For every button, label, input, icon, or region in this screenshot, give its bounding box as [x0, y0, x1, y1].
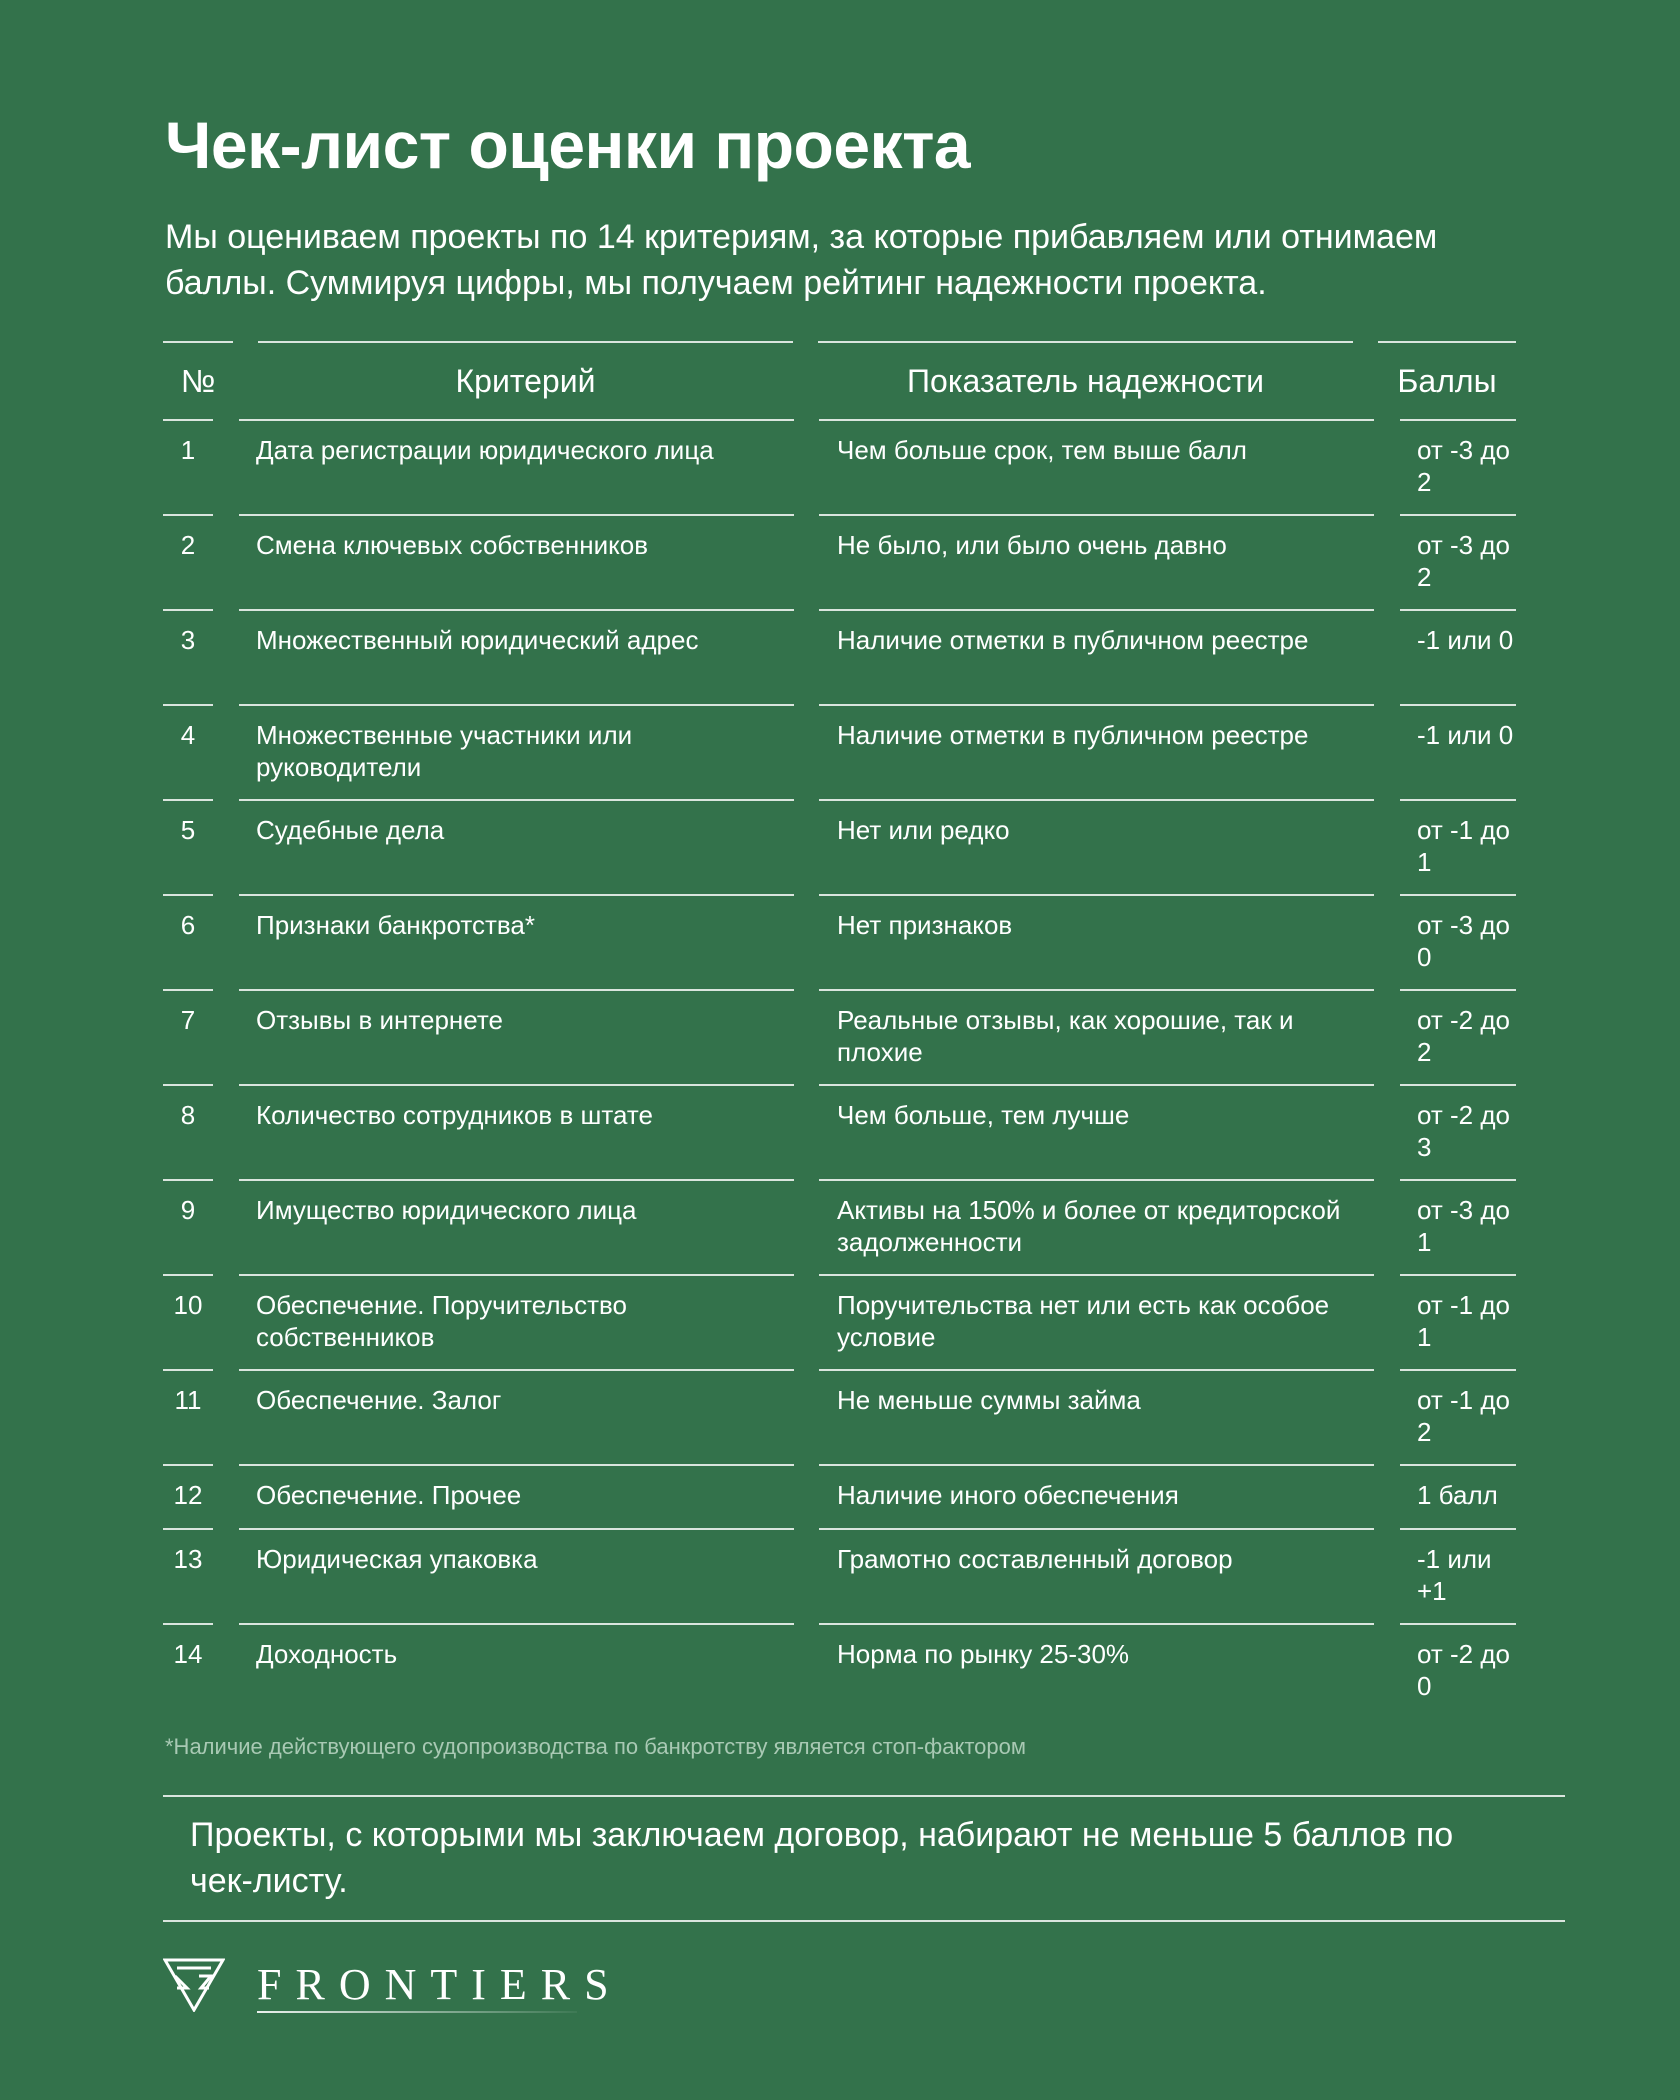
row-criterion: Множественные участники или руководители — [256, 720, 633, 782]
row-divider — [1400, 1464, 1516, 1466]
row-divider — [819, 989, 1374, 991]
row-divider — [163, 1528, 213, 1530]
row-divider — [819, 1464, 1374, 1466]
page-title: Чек-лист оценки проекта — [165, 108, 971, 182]
summary-top-divider — [163, 1795, 1565, 1797]
row-criterion: Признаки банкротства* — [256, 910, 535, 940]
row-points: от -3 до 2 — [1417, 530, 1510, 592]
row-criterion: Имущество юридического лица — [256, 1195, 637, 1225]
row-indicator: Активы на 150% и более от кредиторской задолженности — [837, 1195, 1341, 1257]
row-points: 1 балл — [1417, 1480, 1498, 1510]
row-divider — [239, 1464, 794, 1466]
header-top-line-indicator — [818, 341, 1353, 343]
row-criterion: Юридическая упаковка — [256, 1544, 538, 1574]
row-points: от -3 до 0 — [1417, 910, 1510, 972]
row-number: 9 — [180, 1195, 196, 1225]
header-top-line-num — [163, 341, 233, 343]
row-divider — [819, 894, 1374, 896]
row-divider — [163, 609, 213, 611]
summary-text: Проекты, с которыми мы заключаем договор, набирают не меньше 5 баллов по чек-листу. — [190, 1816, 1454, 1900]
row-divider — [239, 1179, 794, 1181]
row-divider — [1400, 894, 1516, 896]
row-divider — [163, 419, 213, 421]
row-divider — [819, 1623, 1374, 1625]
row-indicator: Нет или редко — [837, 815, 1010, 845]
row-number: 6 — [180, 910, 196, 940]
row-indicator: Нет признаков — [837, 910, 1013, 940]
row-divider — [239, 1084, 794, 1086]
column-header-num: № — [180, 363, 216, 399]
column-header-criterion: Критерий — [455, 363, 596, 399]
row-divider — [819, 1179, 1374, 1181]
row-divider — [239, 989, 794, 991]
row-divider — [239, 704, 794, 706]
row-number: 11 — [174, 1385, 202, 1415]
frontiers-shield-logo-icon — [163, 1958, 225, 2012]
row-indicator: Чем больше срок, тем выше балл — [837, 435, 1247, 465]
row-indicator: Поручительства нет или есть как особое условие — [837, 1290, 1330, 1352]
row-number: 4 — [180, 720, 196, 750]
row-divider — [239, 419, 794, 421]
row-points: от -1 до 1 — [1417, 815, 1510, 877]
row-divider — [819, 1084, 1374, 1086]
row-divider — [239, 1528, 794, 1530]
row-divider — [1400, 704, 1516, 706]
row-divider — [163, 514, 213, 516]
row-points: от -2 до 3 — [1417, 1100, 1510, 1162]
row-divider — [819, 1369, 1374, 1371]
row-indicator: Не было, или было очень давно — [837, 530, 1227, 560]
row-divider — [1400, 1623, 1516, 1625]
row-criterion: Обеспечение. Прочее — [256, 1480, 522, 1510]
row-indicator: Норма по рынку 25-30% — [837, 1639, 1130, 1669]
row-indicator: Чем больше, тем лучше — [837, 1100, 1130, 1130]
row-points: -1 или +1 — [1417, 1544, 1492, 1606]
row-divider — [1400, 989, 1516, 991]
row-number: 10 — [173, 1290, 203, 1320]
row-criterion: Доходность — [256, 1639, 398, 1669]
row-divider — [1400, 1369, 1516, 1371]
row-criterion: Множественный юридический адрес — [256, 625, 699, 655]
row-number: 7 — [180, 1005, 196, 1035]
row-divider — [239, 609, 794, 611]
header-top-line-points — [1378, 341, 1516, 343]
brand-name: FRONTIERS — [257, 1960, 623, 2009]
row-points: от -2 до 0 — [1417, 1639, 1510, 1701]
row-points: от -1 до 1 — [1417, 1290, 1510, 1352]
row-divider — [1400, 419, 1516, 421]
row-divider — [239, 1369, 794, 1371]
row-criterion: Обеспечение. Поручительство собственников — [256, 1290, 627, 1352]
row-divider — [819, 514, 1374, 516]
row-divider — [819, 1528, 1374, 1530]
row-number: 1 — [180, 435, 196, 465]
row-divider — [163, 799, 213, 801]
row-points: от -1 до 2 — [1417, 1385, 1510, 1447]
footnote: *Наличие действующего судопроизводства по банкротству является стоп-фактором — [165, 1734, 1026, 1759]
row-divider — [819, 1274, 1374, 1276]
row-divider — [163, 989, 213, 991]
header-top-line-criterion — [258, 341, 793, 343]
row-divider — [239, 514, 794, 516]
row-divider — [1400, 1274, 1516, 1276]
row-indicator: Грамотно составленный договор — [837, 1544, 1233, 1574]
row-divider — [819, 799, 1374, 801]
row-divider — [1400, 799, 1516, 801]
row-points: -1 или 0 — [1417, 625, 1514, 655]
row-divider — [1400, 1084, 1516, 1086]
row-divider — [163, 894, 213, 896]
row-divider — [163, 1369, 213, 1371]
row-criterion: Судебные дела — [256, 815, 445, 845]
row-divider — [163, 1274, 213, 1276]
summary-bottom-divider — [163, 1920, 1565, 1922]
row-divider — [239, 799, 794, 801]
intro-text: Мы оцениваем проекты по 14 критериям, за которые прибавляем или отнимаем баллы. Суммируя цифры, мы получаем рейтинг надежности проекта. — [165, 218, 1438, 302]
row-points: от -2 до 2 — [1417, 1005, 1510, 1067]
row-divider — [1400, 1528, 1516, 1530]
row-number: 13 — [173, 1544, 203, 1574]
row-criterion: Отзывы в интернете — [256, 1005, 503, 1035]
row-number: 14 — [173, 1639, 203, 1669]
brand-underline — [257, 2011, 577, 2013]
row-points: -1 или 0 — [1417, 720, 1514, 750]
row-divider — [819, 419, 1374, 421]
row-points: от -3 до 1 — [1417, 1195, 1510, 1257]
row-divider — [1400, 514, 1516, 516]
row-divider — [163, 1179, 213, 1181]
row-criterion: Дата регистрации юридического лица — [256, 435, 714, 465]
row-criterion: Смена ключевых собственников — [256, 530, 649, 560]
row-divider — [1400, 1179, 1516, 1181]
row-divider — [1400, 609, 1516, 611]
row-number: 5 — [180, 815, 196, 845]
row-number: 3 — [180, 625, 196, 655]
row-number: 8 — [180, 1100, 196, 1130]
row-points: от -3 до 2 — [1417, 435, 1510, 497]
row-indicator: Реальные отзывы, как хорошие, так и плохие — [837, 1005, 1294, 1067]
row-divider — [819, 704, 1374, 706]
row-indicator: Наличие иного обеспечения — [837, 1480, 1179, 1510]
column-header-points: Баллы — [1397, 363, 1497, 399]
row-divider — [163, 704, 213, 706]
row-divider — [239, 1274, 794, 1276]
row-indicator: Не меньше суммы займа — [837, 1385, 1141, 1415]
row-indicator: Наличие отметки в публичном реестре — [837, 625, 1309, 655]
row-divider — [239, 894, 794, 896]
row-number: 12 — [173, 1480, 203, 1510]
column-header-indicator: Показатель надежности — [907, 363, 1264, 399]
row-divider — [163, 1084, 213, 1086]
row-criterion: Количество сотрудников в штате — [256, 1100, 653, 1130]
row-divider — [163, 1623, 213, 1625]
row-divider — [819, 609, 1374, 611]
row-divider — [163, 1464, 213, 1466]
row-criterion: Обеспечение. Залог — [256, 1385, 502, 1415]
row-divider — [239, 1623, 794, 1625]
row-indicator: Наличие отметки в публичном реестре — [837, 720, 1309, 750]
row-number: 2 — [180, 530, 196, 560]
